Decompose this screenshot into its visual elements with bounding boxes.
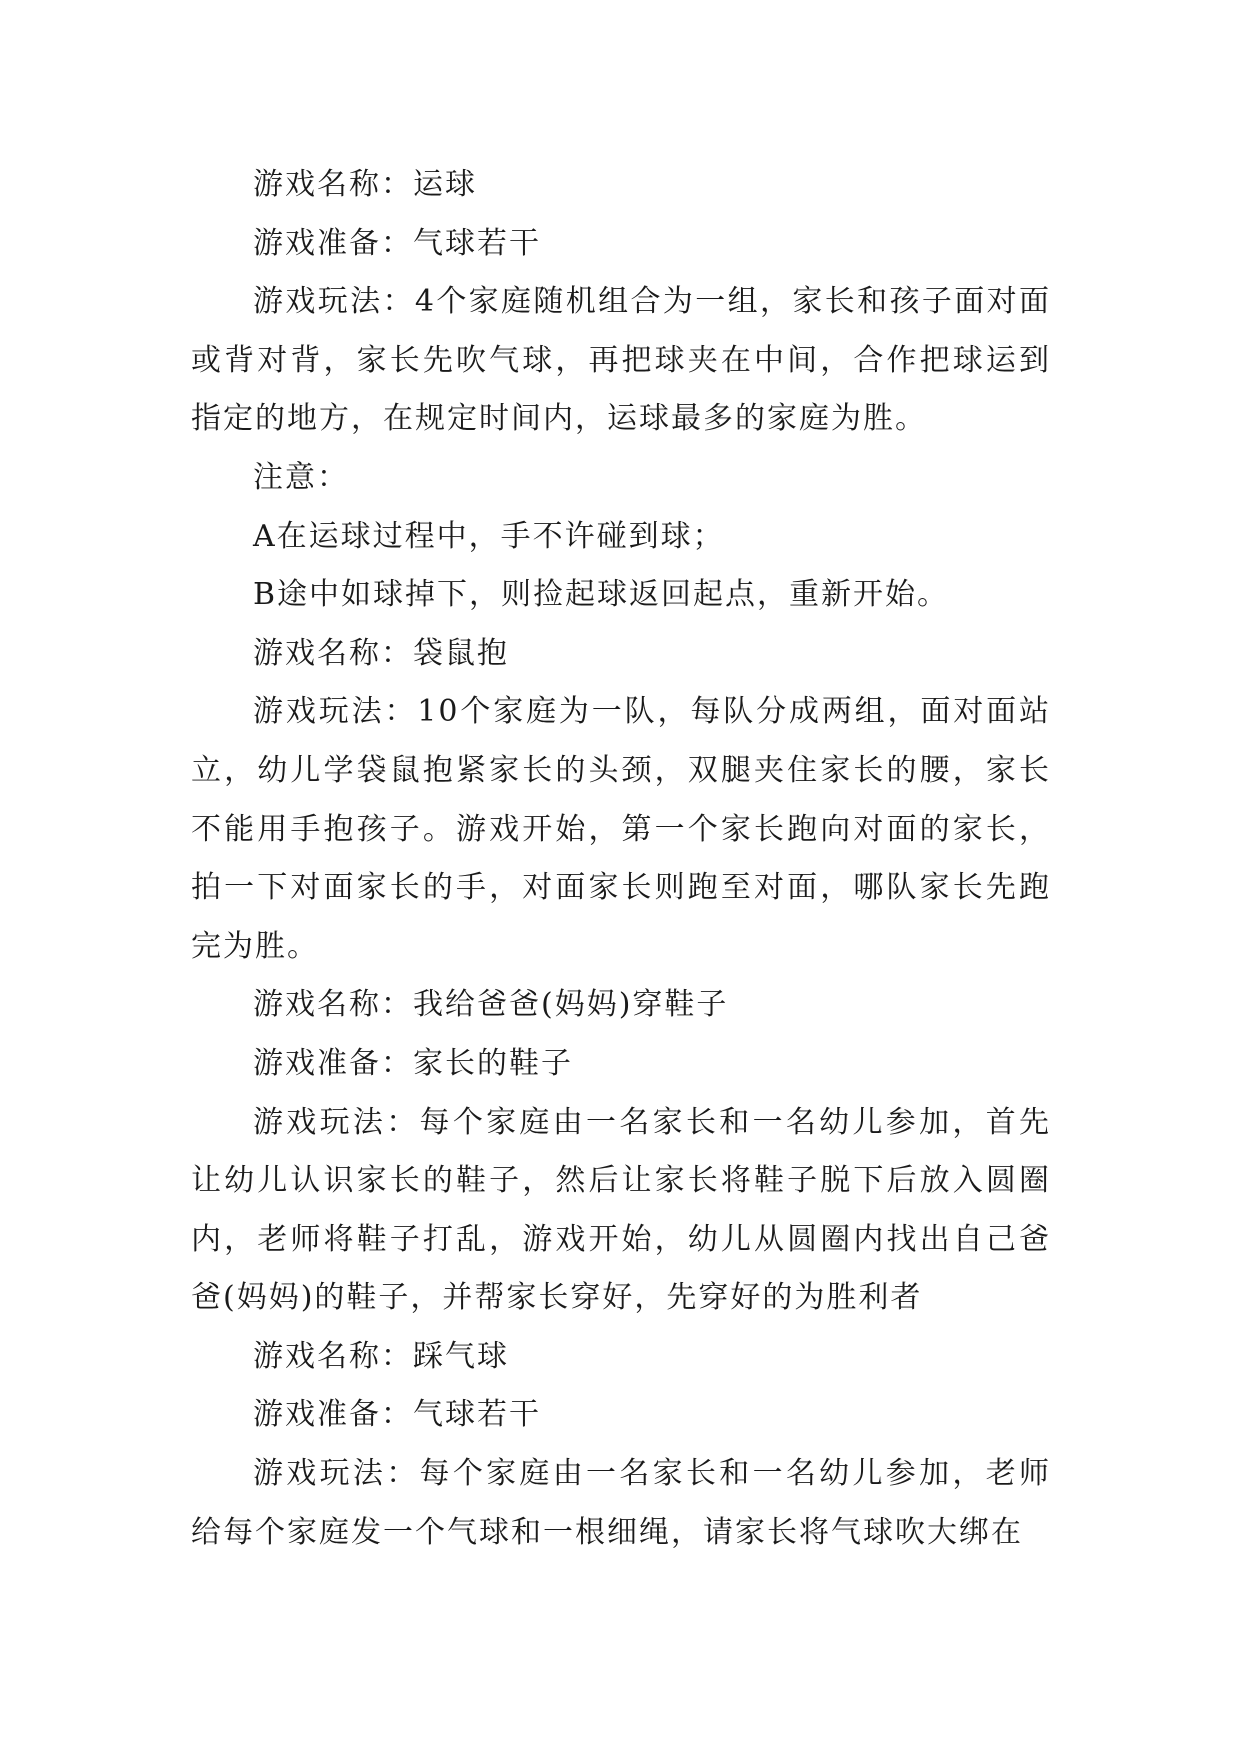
game-3-preparation: 游戏准备：家长的鞋子 (253, 1045, 573, 1081)
game-4-name: 游戏名称：踩气球 (253, 1338, 509, 1374)
game-1-name: 游戏名称：运球 (253, 167, 477, 202)
game-4-preparation: 游戏准备：气球若干 (253, 1397, 541, 1433)
game-1-note-b: B途中如球掉下，则捡起球返回起点，重新开始。 (253, 577, 950, 613)
game-4-rules: 游戏玩法：每个家庭由一名家长和一名幼儿参加，老师给每个家庭发一个气球和一根细绳，请家长将气球吹大绑在 (191, 1456, 1051, 1550)
game-1-notes-heading: 注意： (253, 459, 349, 495)
game-1-rules: 游戏玩法：4个家庭随机组合为一组，家长和孩子面对面或背对背，家长先吹气球，再把球夹在中间，合作把球运到指定的地方，在规定时间内，运球最多的家庭为胜。 (191, 284, 1051, 437)
game-2-rules: 游戏玩法：10个家庭为一队，每队分成两组，面对面站立，幼儿学袋鼠抱紧家长的头颈，双腿夹住家长的腰，家长不能用手抱孩子。游戏开始，第一个家长跑向对面的家长，拍一下对面家长的手，对面家长则跑至对面，哪队家长先跑完为胜。 (191, 694, 1051, 964)
game-1-preparation: 游戏准备：气球若干 (253, 225, 541, 261)
game-1-note-a: A在运球过程中，手不许碰到球； (253, 518, 725, 554)
game-2-name: 游戏名称：袋鼠抱 (253, 635, 509, 671)
game-3-name: 游戏名称：我给爸爸(妈妈)穿鞋子 (253, 987, 729, 1023)
document-body (191, 156, 1051, 1562)
game-3-rules: 游戏玩法：每个家庭由一名家长和一名幼儿参加，首先让幼儿认识家长的鞋子，然后让家长将鞋子脱下后放入圆圈内，老师将鞋子打乱，游戏开始，幼儿从圆圈内找出自己爸爸(妈妈)的鞋子，并帮家长穿好，先穿好的为胜利者 (191, 1104, 1051, 1316)
